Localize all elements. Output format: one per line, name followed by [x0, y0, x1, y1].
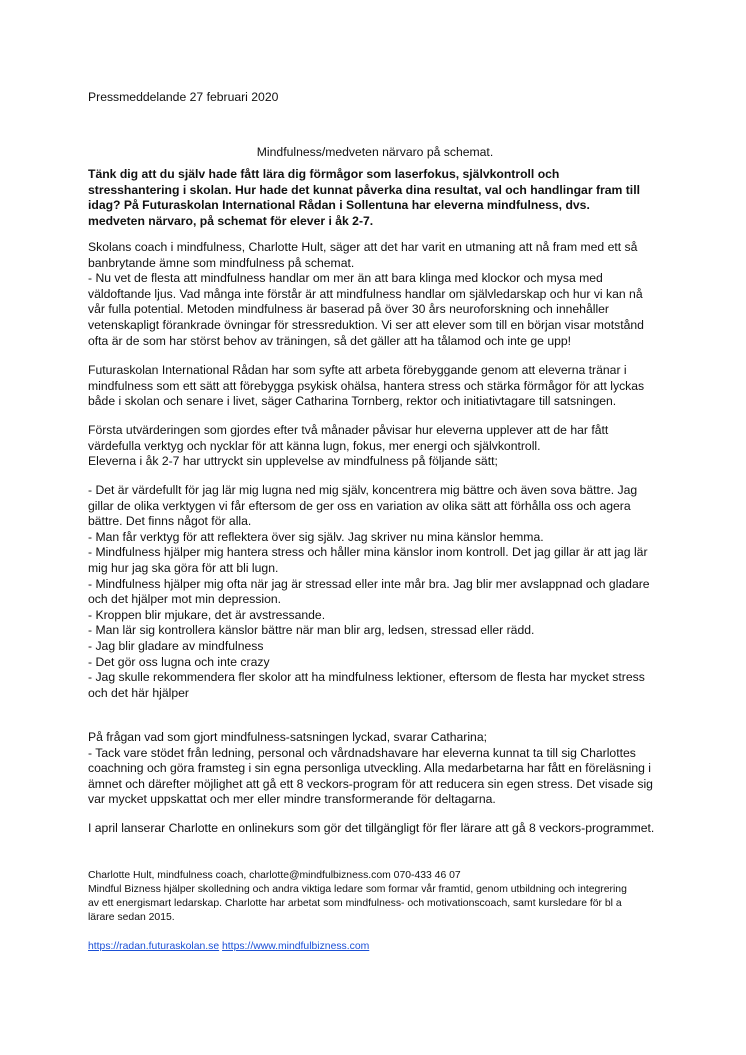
body-line: banbrytande ämne som mindfulness på schemat. — [88, 255, 355, 270]
futuraskolan-link[interactable]: https://radan.futuraskolan.se — [88, 941, 220, 952]
body-line: coachning och göra framsteg i sin egna personliga utveckling. Alla medarbetarna har fått en föreläsning i — [88, 761, 651, 776]
quote-line: - Det är värdefullt för jag lär mig lugna ned mig själv, koncentrera mig bättre och även sova bättre. Jag — [88, 483, 638, 497]
dateline: Pressmeddelande 27 februari 2020 — [88, 90, 279, 104]
links-row — [88, 940, 662, 954]
body-line: ofta är de som har störst behov av träningen, så det gäller att ha tålamod och inte ge upp! — [88, 333, 572, 348]
body-line: Första utvärderingen som gjordes efter två månader påvisar hur eleverna upplever att de har fått — [88, 423, 609, 437]
body-line: Futuraskolan International Rådan har som syfte att arbeta förebyggande genom att eleverna tränar i — [88, 363, 627, 377]
quote-line: och det hjälper mot min depression. — [88, 592, 282, 607]
body-line: vår fulla potential. Metoden mindfulness är baserad på över 30 års neuroforskning och innehåller — [88, 302, 609, 317]
body-line: - Tack vare stödet från ledning, personal och vårdnadshavare har eleverna kunnat ta till sig Charlottes — [88, 745, 636, 760]
contact-line: Charlotte Hult, mindfulness coach, charlotte@mindfulbizness.com 070-433 46 07 — [88, 870, 461, 881]
body-line: Eleverna i åk 2-7 har uttryckt sin upplevelse av mindfulness på följande sätt; — [88, 454, 498, 469]
quote-line: - Kroppen blir mjukare, det är avstressande. — [88, 607, 326, 622]
launch-paragraph: I april lanserar Charlotte en onlinekurs som gör det tillgängligt för fler lärare att gå 8 veckors-programmet. — [88, 821, 655, 835]
quote-line: - Mindfulness hjälper mig ofta när jag är stressad eller inte mår bra. Jag blir mer avslappnad och gladare — [88, 576, 650, 591]
evaluation-paragraph — [88, 423, 662, 470]
quote-line: - Man lär sig kontrollera känslor bättre när man blir arg, ledsen, stressad eller rädd. — [88, 623, 535, 638]
coach-paragraph — [88, 240, 662, 349]
lead-paragraph — [88, 167, 640, 229]
catharina-paragraph — [88, 730, 662, 808]
quote-line: gillar de olika verktygen vi får eftersom de ger oss en variation av olika sätt att förhålla oss och agera — [88, 498, 631, 513]
quote-line: - Jag skulle rekommendera fler skolor att ha mindfulness lektioner, eftersom de flesta har mycket stress — [88, 670, 645, 685]
lead-line: medveten närvaro, på schemat för elever i åk 2-7. — [88, 213, 374, 228]
mindfulbizness-link[interactable]: https://www.mindfulbizness.com — [222, 941, 370, 952]
lead-line: stresshantering i skolan. Hur hade det kunnat påverka dina resultat, val och handlingar fram till — [88, 182, 640, 197]
body-line: vetenskapligt förankrade övningar för stressreduktion. Vi ser att elever som till en början visar motstånd — [88, 317, 644, 332]
student-quotes — [88, 483, 662, 701]
quote-line: - Det gör oss lugna och inte crazy — [88, 654, 270, 669]
body-line: ämnet och därefter möjlighet att gå ett 8 veckors-program för att reducera sin egen stress. Det visade sig — [88, 776, 653, 791]
quote-line: - Man får verktyg för att reflektera över sig själv. Jag skriver nu mina känslor hemma. — [88, 529, 544, 544]
quote-line: och det här hjälper — [88, 685, 189, 700]
lead-line: Tänk dig att du själv hade fått lära dig förmågor som laserfokus, självkontroll och — [88, 167, 560, 181]
about-line: lärare sedan 2015. — [88, 911, 175, 923]
body-line: - Nu vet de flesta att mindfulness handlar om mer än att bara klinga med klockor och mysa med — [88, 271, 603, 286]
body-line: var mycket uppskattat och mer eller mindre transformerande för deltagarna. — [88, 792, 496, 807]
subtitle: Mindfulness/medveten närvaro på schemat. — [256, 145, 494, 159]
body-line: mindfulness som ett sätt att förebygga psykisk ohälsa, hantera stress och stärka förmågor för att lyckas — [88, 378, 645, 393]
body-line: Skolans coach i mindfulness, Charlotte Hult, säger att det har varit en utmaning att nå fram med ett så — [88, 240, 638, 254]
body-line: både i skolan och senare i livet, säger Catharina Tornberg, rektor och initiativtagare till satsningen. — [88, 394, 617, 409]
about-line: Mindful Bizness hjälper skolledning och andra viktiga ledare som formar vår framtid, genom utbildning och integrering — [88, 883, 627, 895]
quote-line: mig hur jag ska göra för att bli lugn. — [88, 560, 279, 575]
school-paragraph — [88, 363, 662, 410]
contact-footer — [88, 869, 662, 925]
quote-line: - Mindfulness hjälper mig hantera stress och håller mina känslor inom kontroll. Det jag gillar är att jag lär — [88, 545, 648, 560]
body-line: värdefulla verktyg och nycklar för att känna lugn, fokus, mer energi och självkontroll. — [88, 438, 541, 453]
quote-line: bättre. Det finns något för alla. — [88, 514, 252, 529]
about-line: av ett energismart ledarskap. Charlotte har arbetat som mindfulness- och motivationscoach, samt kursledare för bl a — [88, 897, 622, 909]
lead-line: idag? På Futuraskolan International Rådan i Sollentuna har eleverna mindfulness, dvs. — [88, 198, 590, 213]
body-line: väldoftande ljus. Vad många inte förstår är att mindfulness handlar om självledarskap och hur vi kan nå — [88, 286, 643, 301]
body-line: På frågan vad som gjort mindfulness-satsningen lyckad, svarar Catharina; — [88, 730, 487, 744]
quote-line: - Jag blir gladare av mindfulness — [88, 638, 264, 653]
